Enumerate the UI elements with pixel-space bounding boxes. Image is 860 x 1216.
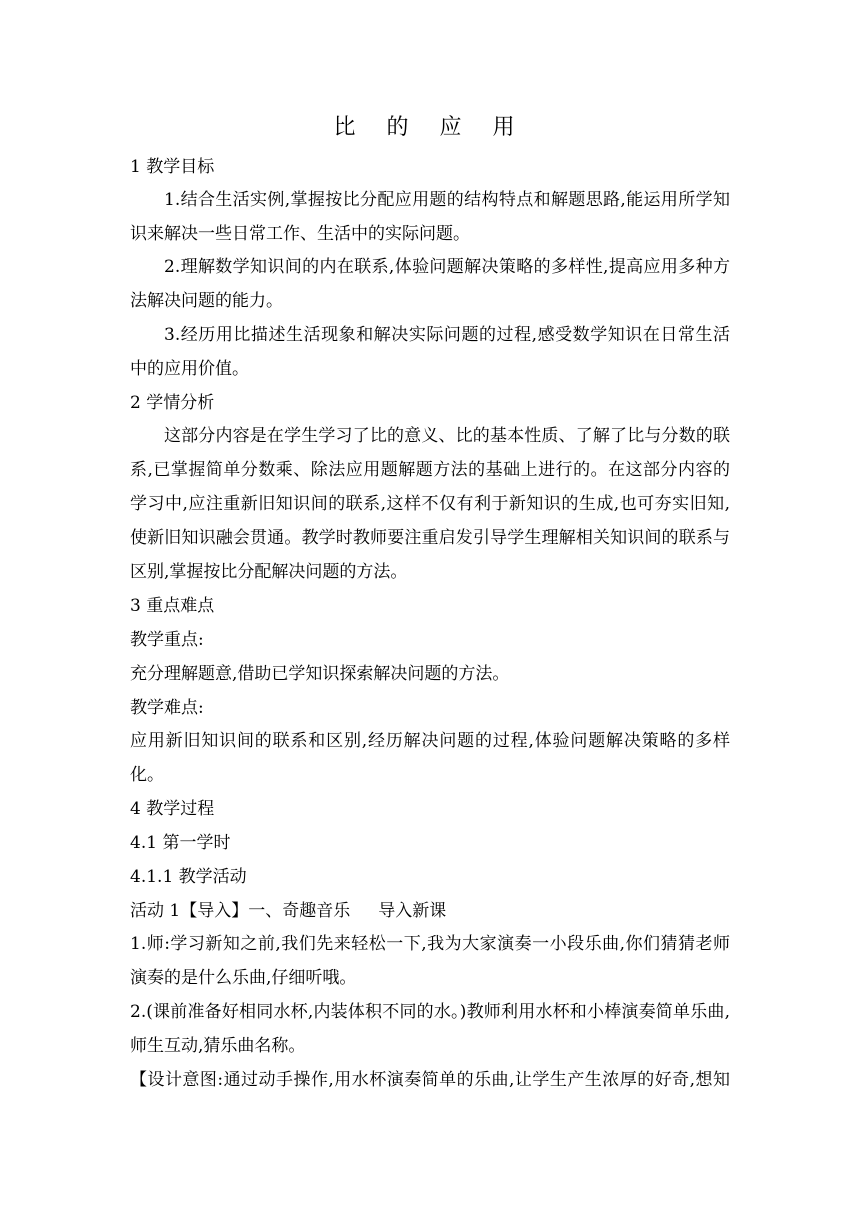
step-1-line-1: 1.师:学习新知之前,我们先来轻松一下,我为大家演奏一小段乐曲,你们猜猜老师 — [130, 934, 730, 954]
objective-3-line-2: 中的应用价值。 — [130, 359, 249, 379]
section-heading-objectives: 1 教学目标 — [130, 157, 215, 177]
analysis-line-4: 使新旧知识融会贯通。教学时教师要注重启发引导学生理解相关知识间的联系与 — [130, 528, 730, 548]
difficulty-line-2: 化。 — [130, 765, 164, 785]
page-title: 比 的 应 用 — [333, 115, 527, 140]
analysis-line-5: 区别,掌握按比分配解决问题的方法。 — [130, 562, 408, 582]
objective-1-line-1: 1.结合生活实例,掌握按比分配应用题的结构特点和解题思路,能运用所学知 — [164, 190, 730, 210]
objective-2-line-2: 法解决问题的能力。 — [130, 291, 283, 311]
key-point-text: 充分理解题意,借助已学知识探索解决问题的方法。 — [130, 664, 510, 684]
analysis-line-3: 学习中,应注重新旧知识间的联系,这样不仅有利于新知识的生成,也可夯实旧知, — [130, 494, 730, 514]
section-heading-process: 4 教学过程 — [130, 799, 215, 819]
activity-1-heading — [130, 899, 730, 923]
design-intent-line-1: 【设计意图:通过动手操作,用水杯演奏简单的乐曲,让学生产生浓厚的好奇,想知 — [130, 1070, 730, 1090]
activity-1-heading-sub: 导入新课 — [378, 901, 447, 921]
section-heading-keypoints: 3 重点难点 — [130, 596, 215, 616]
section-heading-analysis: 2 学情分析 — [130, 393, 215, 413]
objective-1-line-2: 识来解决一些日常工作、生活中的实际问题。 — [130, 224, 470, 244]
step-1-line-2: 演奏的是什么乐曲,仔细听哦。 — [130, 968, 357, 988]
subsection-first-lesson: 4.1 第一学时 — [130, 833, 231, 853]
subsection-activities: 4.1.1 教学活动 — [130, 867, 247, 887]
difficulty-label: 教学难点: — [130, 698, 204, 718]
analysis-line-2: 系,已掌握简单分数乘、除法应用题解题方法的基础上进行的。在这部分内容的 — [130, 460, 730, 480]
difficulty-line-1: 应用新旧知识间的联系和区别,经历解决问题的过程,体验问题解决策略的多样 — [130, 731, 730, 751]
objective-2-line-1: 2.理解数学知识间的内在联系,体验问题解决策略的多样性,提高应用多种方 — [164, 257, 730, 277]
key-point-label: 教学重点: — [130, 630, 204, 650]
step-2-line-1: 2.(课前准备好相同水杯,内装体积不同的水。)教师利用水杯和小棒演奏简单乐曲, — [130, 1002, 730, 1022]
activity-1-heading-main: 活动 1【导入】一、奇趣音乐 — [130, 901, 351, 921]
analysis-line-1: 这部分内容是在学生学习了比的意义、比的基本性质、了解了比与分数的联 — [164, 426, 730, 446]
objective-3-line-1: 3.经历用比描述生活现象和解决实际问题的过程,感受数学知识在日常生活 — [164, 325, 730, 345]
step-2-line-2: 师生互动,猜乐曲名称。 — [130, 1036, 306, 1056]
